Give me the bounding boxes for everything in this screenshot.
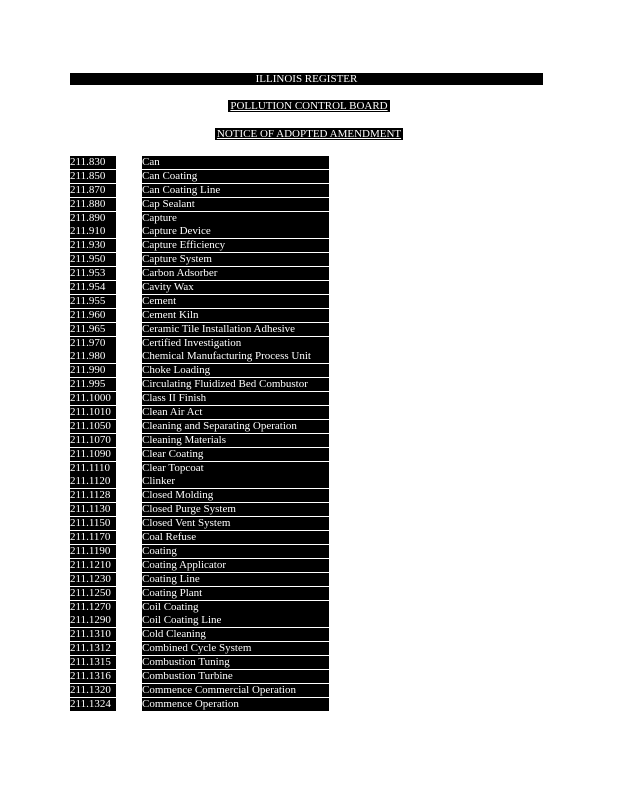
section-number: 211.1120 [70,475,116,488]
section-number: 211.1150 [70,517,116,530]
defined-term: Carbon Adsorber [142,267,329,280]
defined-term: Cap Sealant [142,198,329,211]
defined-term: Clear Topcoat [142,462,329,475]
defined-term: Cement [142,295,329,308]
section-number: 211.1110 [70,462,116,475]
section-number: 211.1170 [70,531,116,544]
defined-term: Can Coating [142,170,329,183]
defined-term: Closed Vent System [142,517,329,530]
section-number: 211.1190 [70,545,116,558]
defined-term: Combustion Tuning [142,656,329,669]
register-banner [70,73,543,85]
section-number: 211.1324 [70,698,116,711]
defined-term: Capture [142,212,329,225]
defined-term: Can Coating Line [142,184,329,197]
section-number: 211.1000 [70,392,116,405]
defined-term: Cleaning and Separating Operation [142,420,329,433]
defined-term: Commence Commercial Operation [142,684,329,697]
section-number: 211.1050 [70,420,116,433]
section-number: 211.1128 [70,489,116,502]
section-number: 211.880 [70,198,116,211]
defined-term: Cold Cleaning [142,628,329,641]
defined-term: Clear Coating [142,448,329,461]
defined-term: Closed Molding [142,489,329,502]
defined-term: Coating Line [142,573,329,586]
notice-title: NOTICE OF ADOPTED AMENDMENT [216,128,402,140]
section-number: 211.1230 [70,573,116,586]
defined-term: Cavity Wax [142,281,329,294]
defined-term: Coil Coating [142,601,329,614]
section-number: 211.965 [70,323,116,336]
section-number: 211.1310 [70,628,116,641]
defined-term: Coal Refuse [142,531,329,544]
defined-term: Capture Device [142,225,329,238]
defined-term: Combustion Turbine [142,670,329,683]
section-number: 211.850 [70,170,116,183]
defined-term: Coating Plant [142,587,329,600]
defined-term: Clinker [142,475,329,488]
section-number: 211.950 [70,253,116,266]
defined-term: Coil Coating Line [142,614,329,627]
section-number: 211.955 [70,295,116,308]
section-number: 211.930 [70,239,116,252]
section-number: 211.980 [70,350,116,363]
defined-term: Chemical Manufacturing Process Unit [142,350,329,363]
section-number: 211.1315 [70,656,116,669]
section-number: 211.870 [70,184,116,197]
section-number: 211.970 [70,337,116,350]
section-number: 211.910 [70,225,116,238]
defined-term: Capture System [142,253,329,266]
defined-term: Cleaning Materials [142,434,329,447]
defined-term: Coating Applicator [142,559,329,572]
section-number: 211.960 [70,309,116,322]
defined-term: Cement Kiln [142,309,329,322]
defined-term: Can [142,156,329,169]
register-title: ILLINOIS REGISTER [255,73,358,85]
defined-term: Class II Finish [142,392,329,405]
section-number: 211.990 [70,364,116,377]
section-number: 211.1250 [70,587,116,600]
defined-term: Capture Efficiency [142,239,329,252]
section-number: 211.953 [70,267,116,280]
defined-term: Certified Investigation [142,337,329,350]
section-number: 211.1320 [70,684,116,697]
section-number: 211.995 [70,378,116,391]
defined-term: Choke Loading [142,364,329,377]
section-number: 211.1070 [70,434,116,447]
defined-term: Combined Cycle System [142,642,329,655]
section-number: 211.830 [70,156,116,169]
defined-term: Coating [142,545,329,558]
agency-heading [0,100,618,112]
section-number: 211.1210 [70,559,116,572]
agency-title: POLLUTION CONTROL BOARD [230,100,388,112]
section-number: 211.1130 [70,503,116,516]
defined-term: Circulating Fluidized Bed Combustor [142,378,329,391]
section-number: 211.1090 [70,448,116,461]
defined-term: Clean Air Act [142,406,329,419]
section-number: 211.1290 [70,614,116,627]
defined-term: Commence Operation [142,698,329,711]
section-number: 211.890 [70,212,116,225]
notice-heading [0,128,618,140]
section-number: 211.1312 [70,642,116,655]
section-number: 211.1316 [70,670,116,683]
section-number: 211.1270 [70,601,116,614]
section-number: 211.1010 [70,406,116,419]
defined-term: Ceramic Tile Installation Adhesive [142,323,329,336]
section-number: 211.954 [70,281,116,294]
defined-term: Closed Purge System [142,503,329,516]
